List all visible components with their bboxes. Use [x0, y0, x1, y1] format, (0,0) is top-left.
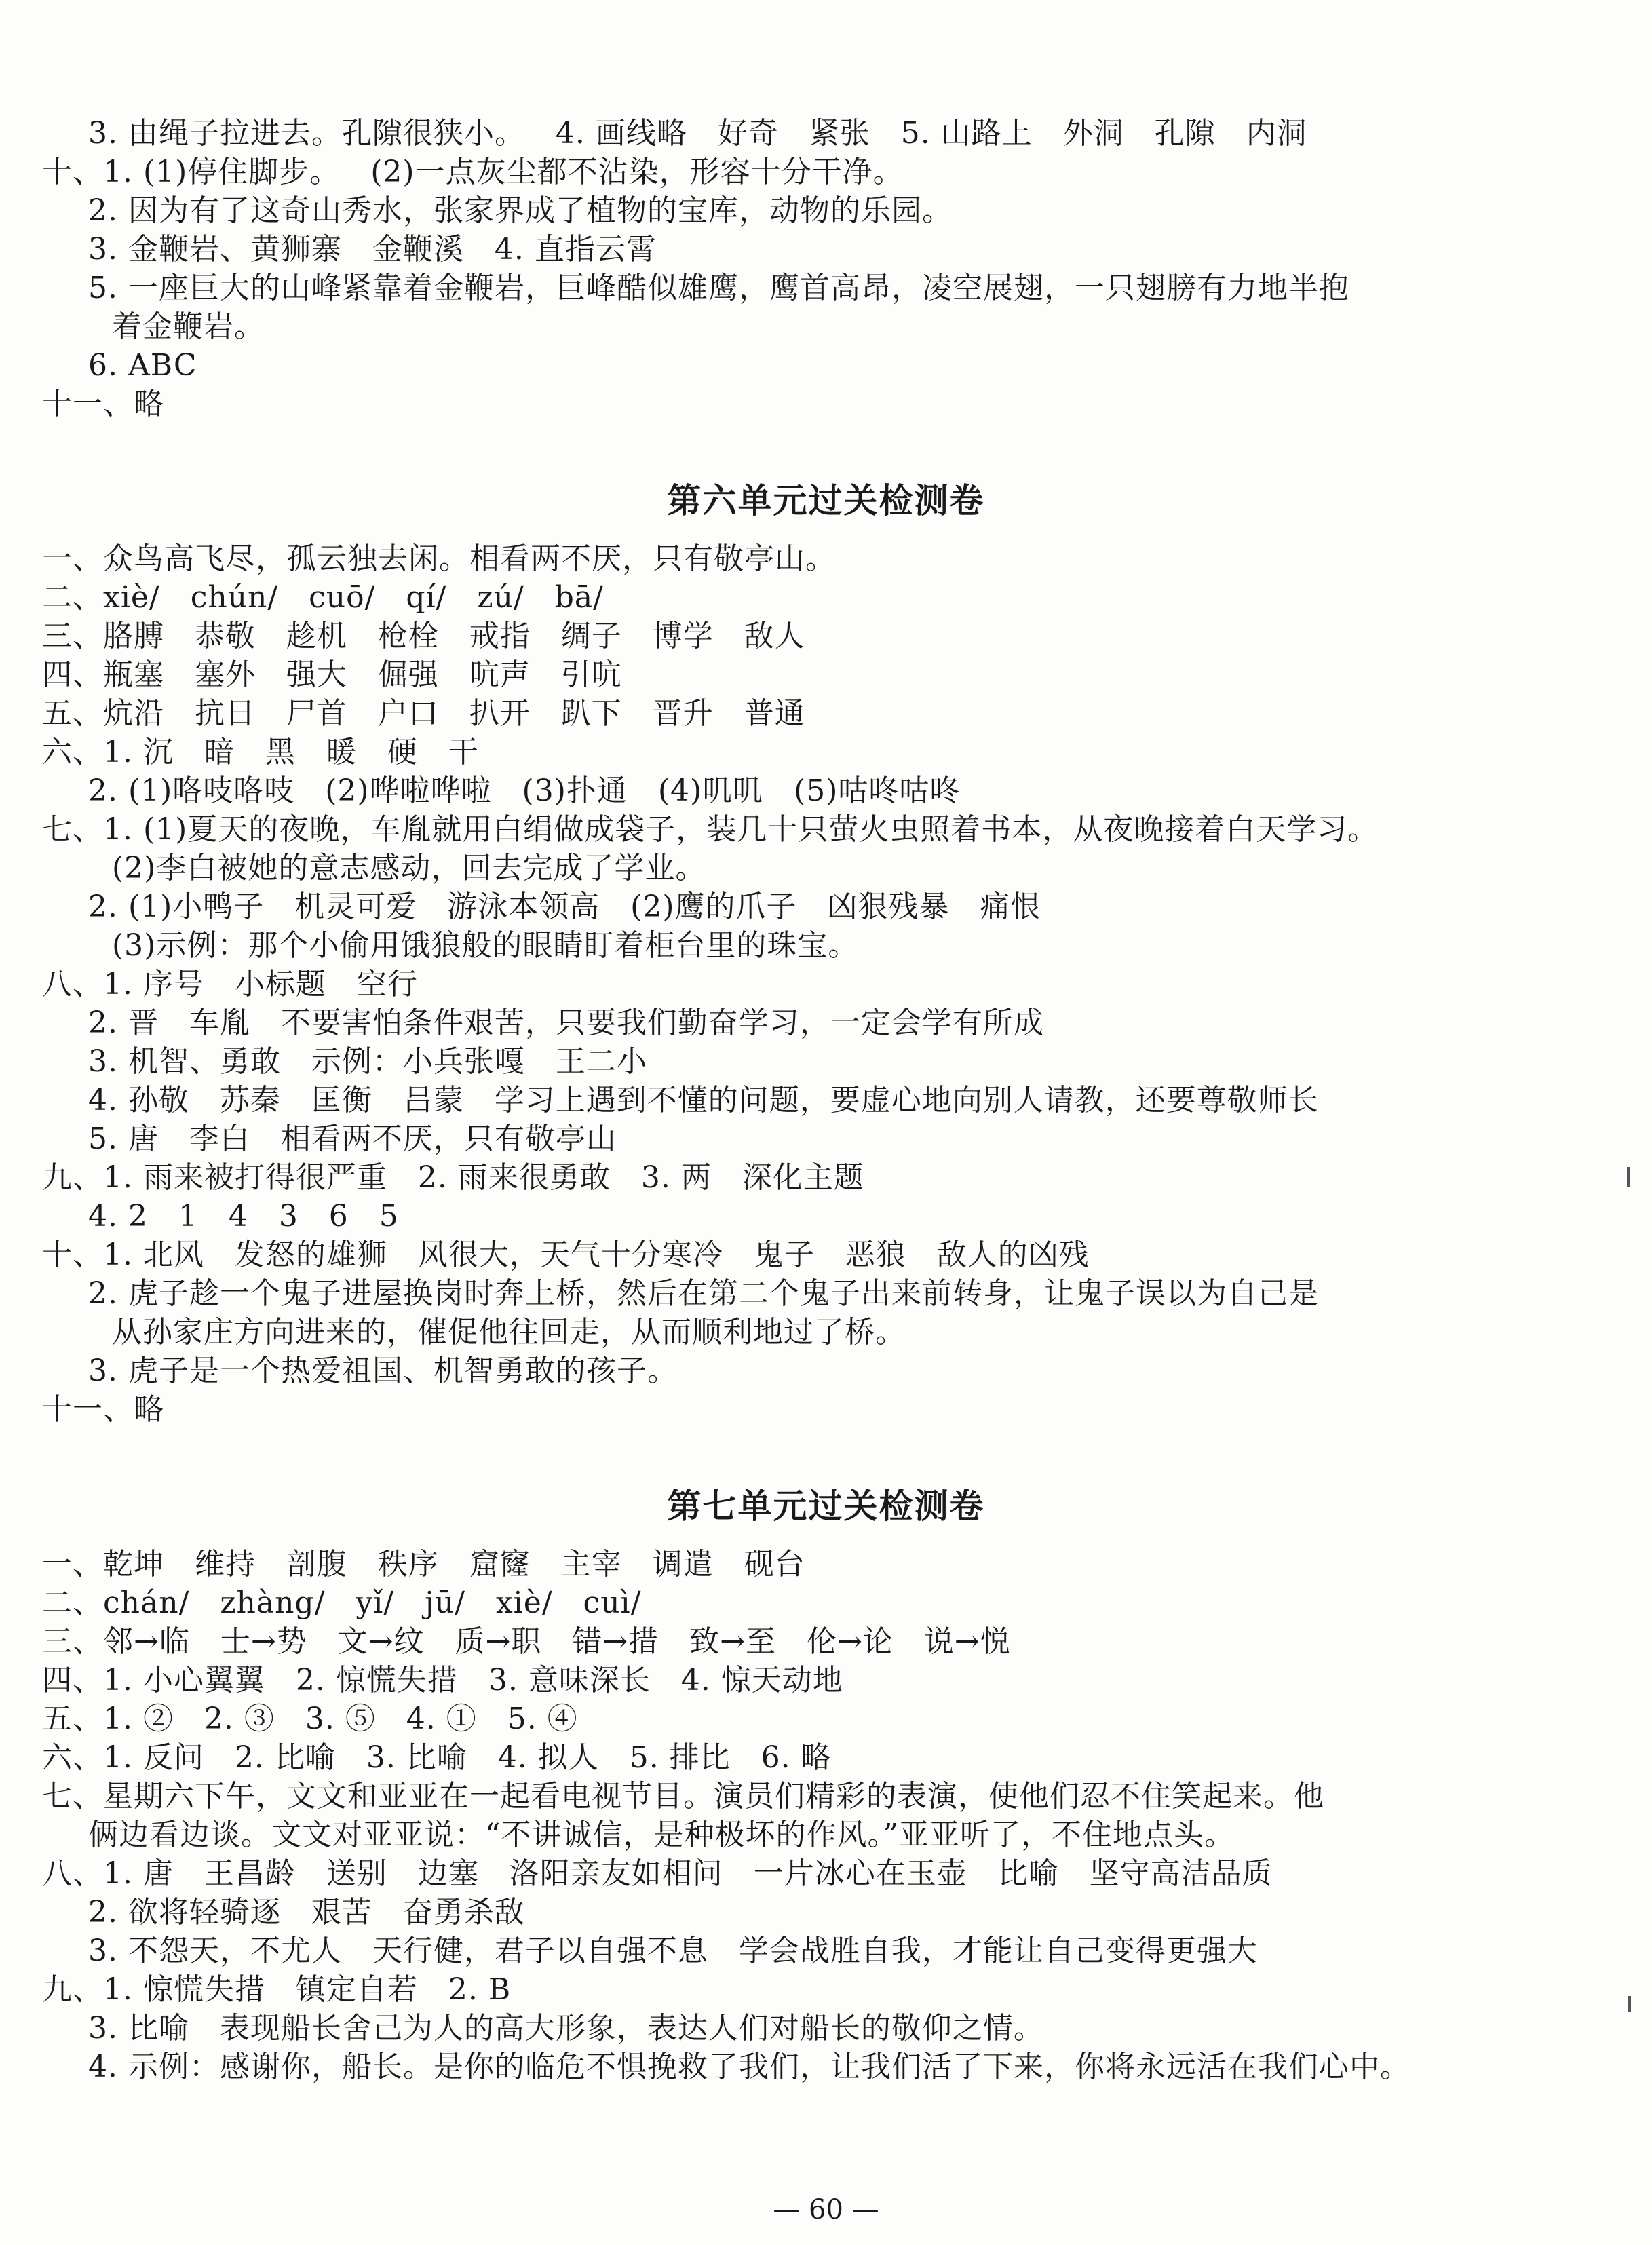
text-line: 3. 不怨天，不尤人 天行健，君子以自强不息 学会战胜自我，才能让自己变得更强大 — [88, 1934, 1258, 1968]
text-line: 八、1. 唐 王昌龄 送别 边塞 洛阳亲友如相问 一片冰心在玉壶 比喻 坚守高洁品质 — [42, 1856, 1273, 1891]
text-line: 2. 虎子趁一个鬼子进屋换岗时奔上桥，然后在第二个鬼子出来前转身，让鬼子误以为自己是 — [88, 1276, 1319, 1311]
scan-mark — [1628, 1996, 1631, 2012]
text-line: 4. 示例：感谢你，船长。是你的临危不惧挽救了我们，让我们活了下来，你将永远活在我们心中。 — [88, 2050, 1410, 2084]
text-line: 三、胳膊 恭敬 趁机 枪栓 戒指 绸子 博学 敌人 — [42, 619, 805, 653]
page-number: — 60 — — [773, 2194, 879, 2225]
text-line: (3)示例：那个小偷用饿狼般的眼睛盯着柜台里的珠宝。 — [112, 928, 859, 963]
text-line: 六、1. 沉 暗 黑 暖 硬 干 — [42, 735, 479, 769]
text-line: 3. 由绳子拉进去。孔隙很狭小。 4. 画线略 好奇 紧张 5. 山路上 外洞 孔隙 内洞 — [88, 116, 1307, 151]
text-line: 十一、略 — [42, 1392, 164, 1427]
text-line: 三、邻→临 士→势 文→纹 质→职 错→措 致→至 伦→论 说→悦 — [42, 1624, 1011, 1659]
text-line: 5. 唐 李白 相看两不厌，只有敬亭山 — [88, 1121, 617, 1156]
text-line: 2. (1)咯吱咯吱 (2)哗啦哗啦 (3)扑通 (4)叽叽 (5)咕咚咕咚 — [88, 773, 961, 808]
text-line: 一、乾坤 维持 剖腹 秩序 窟窿 主宰 调遣 砚台 — [42, 1547, 805, 1581]
text-line: 5. 一座巨大的山峰紧靠着金鞭岩，巨峰酷似雄鹰，鹰首高昂，凌空展翅，一只翅膀有力地半抱 — [88, 271, 1349, 305]
text-line: 3. 机智、勇敢 示例：小兵张嘎 王二小 — [88, 1044, 647, 1079]
text-line: 四、1. 小心翼翼 2. 惊慌失措 3. 意味深长 4. 惊天动地 — [42, 1663, 843, 1697]
text-line: 3. 比喻 表现船长舍己为人的高大形象，表达人们对船长的敬仰之情。 — [88, 2011, 1044, 2046]
text-line: 九、1. 惊慌失措 镇定自若 2. B — [42, 1972, 512, 2007]
text-line: 2. 欲将轻骑逐 艰苦 奋勇杀敌 — [88, 1895, 525, 1930]
text-line: 二、chán/ zhàng/ yǐ/ jū/ xiè/ cuì/ — [42, 1586, 642, 1620]
text-line: 十一、略 — [42, 387, 164, 421]
text-line: 二、xiè/ chún/ cuō/ qí/ zú/ bā/ — [42, 580, 604, 615]
scan-mark — [1627, 1167, 1630, 1187]
text-line: 2. (1)小鸭子 机灵可爱 游泳本领高 (2)鹰的爪子 凶狠残暴 痛恨 — [88, 889, 1041, 924]
text-line: 4. 2 1 4 3 6 5 — [88, 1199, 399, 1233]
text-line: 2. 因为有了这奇山秀水，张家界成了植物的宝库，动物的乐园。 — [88, 193, 953, 228]
text-line: 十、1. (1)停住脚步。 (2)一点灰尘都不沾染，形容十分干净。 — [42, 155, 904, 189]
text-line: 从孙家庄方向进来的，催促他往回走，从而顺利地过了桥。 — [112, 1315, 906, 1349]
text-line: 6. ABC — [88, 348, 197, 383]
text-line: (2)李白被她的意志感动，回去完成了学业。 — [112, 851, 706, 885]
text-line: 六、1. 反问 2. 比喻 3. 比喻 4. 拟人 5. 排比 6. 略 — [42, 1740, 832, 1775]
section-title: 第七单元过关检测卷 — [667, 1486, 985, 1526]
text-line: 七、1. (1)夏天的夜晚，车胤就用白绢做成袋子，装几十只萤火虫照着书本，从夜晚接着白天学习。 — [42, 812, 1379, 847]
text-line: 3. 虎子是一个热爱祖国、机智勇敢的孩子。 — [88, 1354, 678, 1388]
text-line: 着金鞭岩。 — [112, 309, 265, 344]
text-line: 四、瓶塞 塞外 强大 倔强 吭声 引吭 — [42, 657, 622, 692]
text-line: 九、1. 雨来被打得很严重 2. 雨来很勇敢 3. 两 深化主题 — [42, 1160, 864, 1195]
section-title: 第六单元过关检测卷 — [667, 481, 985, 520]
text-line: 3. 金鞭岩、黄狮寨 金鞭溪 4. 直指云霄 — [88, 232, 657, 267]
text-line: 一、众鸟高飞尽，孤云独去闲。相看两不厌，只有敬亭山。 — [42, 541, 836, 576]
text-line: 俩边看边谈。文文对亚亚说：“不讲诚信，是种极坏的作风。”亚亚听了，不住地点头。 — [88, 1818, 1235, 1852]
text-line: 4. 孙敬 苏秦 匡衡 吕蒙 学习上遇到不懂的问题，要虚心地向别人请教，还要尊敬师长 — [88, 1083, 1319, 1117]
text-line: 五、1. ② 2. ③ 3. ⑤ 4. ① 5. ④ — [42, 1702, 578, 1736]
text-line: 十、1. 北风 发怒的雄狮 风很大，天气十分寒冷 鬼子 恶狼 敌人的凶残 — [42, 1237, 1090, 1272]
text-line: 七、星期六下午，文文和亚亚在一起看电视节目。演员们精彩的表演，使他们忍不住笑起来。他 — [42, 1779, 1324, 1814]
text-line: 五、炕沿 抗日 尸首 户口 扒开 趴下 晋升 普通 — [42, 696, 805, 731]
text-line: 八、1. 序号 小标题 空行 — [42, 967, 418, 1001]
text-line: 2. 晋 车胤 不要害怕条件艰苦，只要我们勤奋学习，一定会学有所成 — [88, 1005, 1044, 1040]
